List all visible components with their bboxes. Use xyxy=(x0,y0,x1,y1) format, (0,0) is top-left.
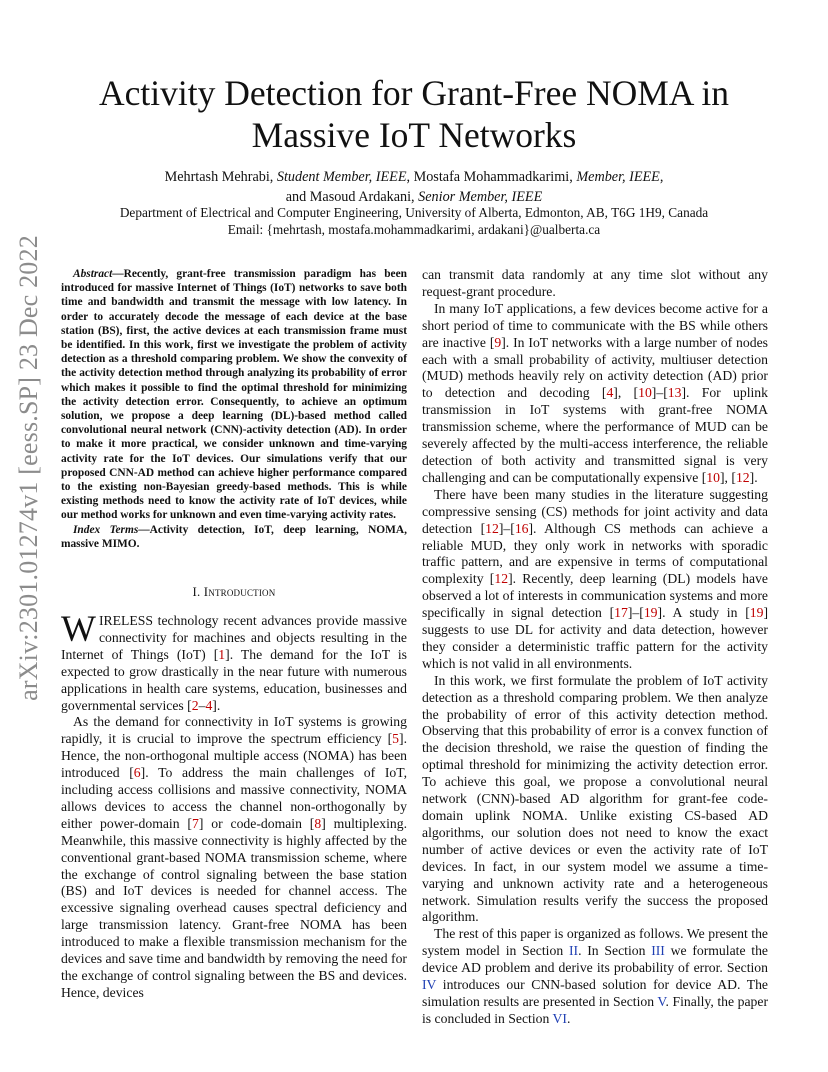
text-run: . xyxy=(566,1010,571,1026)
authors-line-1: Mehrtash Mehrabi, Student Member, IEEE, Mostafa Mohammadkarimi, Member, IEEE, xyxy=(164,169,664,185)
text-run: ]. Although CS methods can achieve a reliable MUD, they only work in networks with sporadic traffic pattern, and are expensive in terms of computational complexity [ xyxy=(422,520,768,587)
intro-paragraph-3: In many IoT applications, a few devices become active for a short period of time to communicate with the BS while others are inactive [9]. In IoT networks with a large number of nodes each with a small probability of activity, multiuser detection (MUD) methods heavily rely on activity detection (AD) prior to detection and decoding [4], [10]–[13]. For uplink transmission in IoT systems with grant-free NOMA transmission scheme, where the performance of MUD can be severely affected by the multi-access interference, the reliable detection of both activity and transmitted signal is very challenging and can be computationally expensive [10], [12]. xyxy=(422,300,768,485)
text-run: There have been many studies in the literature suggesting compressive sensing (CS) methods for joint activity and data detection [ xyxy=(422,486,768,536)
text-run: . In Section xyxy=(578,943,652,959)
abstract xyxy=(61,267,407,523)
author-email: Email: {mehrtash, mostafa.mohammadkarimi, ardakani}@ualberta.ca xyxy=(227,222,601,237)
text-run: ] multiplexing. Meanwhile, this massive connectivity is highly affected by the conventional grant-based NOMA transmission scheme, where the exchange of control signaling between the base station (BS) and IoT devices is needed for channel access. The excessive signaling overhead causes spectral deficiency and large transmission latency. Grant-free NOMA has been introduced to make a flexible transmission mechanism for the devices and save time and bandwidth by removing the need for the exchange of control signaling between the BS and devices. Hence, devices xyxy=(61,815,408,1000)
text-run: . Finally, the paper is concluded in Section xyxy=(422,993,768,1026)
authors-line-2: and Masoud Ardakani, Senior Member, IEEE xyxy=(285,189,543,205)
citation-link[interactable]: 12 xyxy=(494,571,509,587)
paper-title: Activity Detection for Grant-Free NOMA in Massive IoT Networks xyxy=(99,73,729,155)
citation-link[interactable]: 9 xyxy=(494,334,502,350)
citation-link[interactable]: 12 xyxy=(485,520,499,536)
author-list xyxy=(40,167,788,207)
text-run: ]. In IoT networks with a large number of nodes each with a small probability of activity, multiuser detection (MUD) methods heavily rely on activity detection (AD) prior to detection and decoding [ xyxy=(422,334,768,401)
index-terms-lead: Index Terms xyxy=(73,523,139,536)
section-reference-link[interactable]: IV xyxy=(422,977,437,993)
citation-link[interactable]: 19 xyxy=(749,605,764,621)
section-heading-introduction xyxy=(61,584,407,601)
section-title: Introduction xyxy=(203,585,276,600)
abstract-lead: Abstract xyxy=(73,268,113,280)
citation-link[interactable]: 7 xyxy=(191,815,199,831)
arxiv-stamp-text: arXiv:2301.01274v1 [eess.SP] 23 Dec 2022 xyxy=(14,235,43,701)
arxiv-stamp xyxy=(6,235,52,701)
text-run: ] or code-domain [ xyxy=(198,815,315,831)
citation-link[interactable]: 2 xyxy=(191,697,199,713)
text-run: As the demand for connectivity in IoT systems is growing rapidly, it is crucial to improve the spectrum efficiency [ xyxy=(61,714,407,747)
intro-paragraph-2 xyxy=(61,714,407,1001)
citation-link[interactable]: 13 xyxy=(667,385,682,401)
abstract-text: —Recently, grant-free transmission paradigm has been introduced for massive Internet of Things (IoT) networks to save both time and bandwidth and transmit the message with low latency. In order to accurately decode the message of each device at the base station (BS), first, the active devices at each transmission frame must be identified. In this work, first we investigate the problem of activity detection as a threshold comparing problem. We show the convexity of the activity detection method through analyzing its probability of error which makes it possible to find the optimal threshold for minimizing the activity detection error. Consequently, to achieve an optimum solution, we propose a deep learning (DL)-based method called convolutional neural network (CNN)-activity detection (AD). In order to make it more practical, we consider unknown and time-varying activity rate for the IoT devices. Our simulations verify that our proposed CNN-AD method can achieve higher performance compared to the existing non-Bayesian greedy-based methods. This is while existing methods need to know the activity rate of IoT devices, while our method works for unknown and even time-varying activity rates. xyxy=(61,268,407,522)
text-run: ]. xyxy=(212,697,221,713)
drop-cap: W xyxy=(61,608,96,650)
citation-link[interactable]: 16 xyxy=(514,520,529,536)
affiliation-block xyxy=(40,204,788,238)
text-run: ]. The demand for the IoT is expected to grow drastically in the near future with numerous applications in health care systems, education, businesses and governmental services [ xyxy=(61,646,407,713)
text-run: ]. To address the main challenges of IoT, including access collisions and massive connectivity, NOMA allows devices to access the channel non-orthogonally by either power-domain [ xyxy=(61,765,407,831)
citation-link[interactable]: 10 xyxy=(638,385,652,401)
text-run: ]. Recently, deep learning (DL) models have observed a lot of interests in communication systems and more specifically in signal detection [ xyxy=(422,571,768,621)
citation-link[interactable]: 6 xyxy=(133,765,141,781)
text-run: introduces our CNN-based solution for device AD. The simulation results are presented in Section xyxy=(422,977,768,1009)
text-run: ]. For uplink transmission in IoT systems with grant-free NOMA transmission scheme, where the performance of MUD can be severely affected by the multi-access interference, the reliable detection of both activity and transmitted signal is very challenging and can be computationally expensive [ xyxy=(422,385,768,485)
right-column xyxy=(422,267,768,1028)
affiliation: Department of Electrical and Computer Engineering, University of Alberta, Edmonton, AB, T6G 1H9, Canada xyxy=(119,205,709,220)
citation-link[interactable]: 10 xyxy=(706,469,720,485)
text-run: ] suggests to use DL for activity and data detection, however they consider a deterministic traffic pattern for the activity which is not valid in all environments. xyxy=(422,605,768,671)
index-terms xyxy=(61,523,407,551)
citation-link[interactable]: 4 xyxy=(606,385,614,401)
intro-paragraph-6 xyxy=(422,926,768,1027)
section-reference-link[interactable]: III xyxy=(651,943,665,959)
citation-link[interactable]: 5 xyxy=(392,731,400,747)
intro-paragraph-continued: can transmit data randomly at any time slot without any request-grant procedure. xyxy=(422,267,768,299)
text-run: The rest of this paper is organized as follows. We present the system model in Section xyxy=(422,926,768,959)
section-reference-link[interactable]: V xyxy=(657,993,666,1009)
citation-link[interactable]: 8 xyxy=(314,815,322,831)
left-column xyxy=(61,267,407,1002)
section-reference-link[interactable]: VI xyxy=(552,1010,567,1026)
text-run: we formulate the device AD problem and derive its probability of error. Section xyxy=(422,943,769,976)
citation-link[interactable]: 4 xyxy=(205,697,213,713)
text-run: ]. xyxy=(749,469,758,485)
citation-link[interactable]: 12 xyxy=(735,469,750,485)
text-run: ]. Hence, the non-orthogonal multiple access (NOMA) has been introduced [ xyxy=(61,731,407,781)
index-terms-text: —Activity detection, IoT, deep learning, NOMA, massive MIMO. xyxy=(61,523,407,550)
intro-paragraph-1: WIRELESS technology recent advances provide massive connectivity for machines and objects resulting in the Internet of Things (IoT) [1]. The demand for the IoT is expected to grow drastically in the near future with numerous applications in health care systems, education, businesses and governmental services [2–4]. xyxy=(61,608,407,713)
citation-link[interactable]: 17 xyxy=(614,605,628,621)
text-run: IRELESS technology recent advances provide massive connectivity for machines and objects resulting in the Internet of Things (IoT) [ xyxy=(61,612,407,662)
citation-link[interactable]: 1 xyxy=(218,646,226,662)
section-reference-link[interactable]: II xyxy=(568,943,579,959)
text-run: ]. A study in [ xyxy=(657,605,750,621)
citation-link[interactable]: 19 xyxy=(643,605,658,621)
intro-paragraph-4: There have been many studies in the literature suggesting compressive sensing (CS) methods for joint activity and data detection [12]–[16]. Although CS methods can achieve a reliable MUD, they only work in networks with sporadic traffic pattern, and are expensive in terms of computational complexity [12]. Recently, deep learning (DL) models have observed a lot of interests in communication systems and more specifically in signal detection [17]–[19]. A study in [19] suggests to use DL for activity and data detection, however they consider a deterministic traffic pattern for the activity which is not valid in all environments. xyxy=(422,486,768,671)
section-number: I. xyxy=(192,585,201,600)
text-run: In many IoT applications, a few devices become active for a short period of time to communicate with the BS while others are inactive [ xyxy=(422,300,768,350)
intro-paragraph-5: In this work, we first formulate the problem of IoT activity detection as a threshold comparing problem. We then analyze the probability of error of this activity detection method. Observing that this probability of error is a convex function of the decision threshold, we raise the question of finding the optimal threshold for minimizing the activity detection error. To achieve this goal, we propose a convolutional neural network (CNN)-based AD algorithm for grant-fee code-domain uplink NOMA. Unlike existing CS-based AD algorithms, our solution does not need to know the exact number of active devices or even the activity rate of IoT devices. In fact, in our system model we assume a time-varying and unknown activity rate and a heterogeneous network. Simulation results verify the success the proposed algorithm. xyxy=(422,672,768,925)
